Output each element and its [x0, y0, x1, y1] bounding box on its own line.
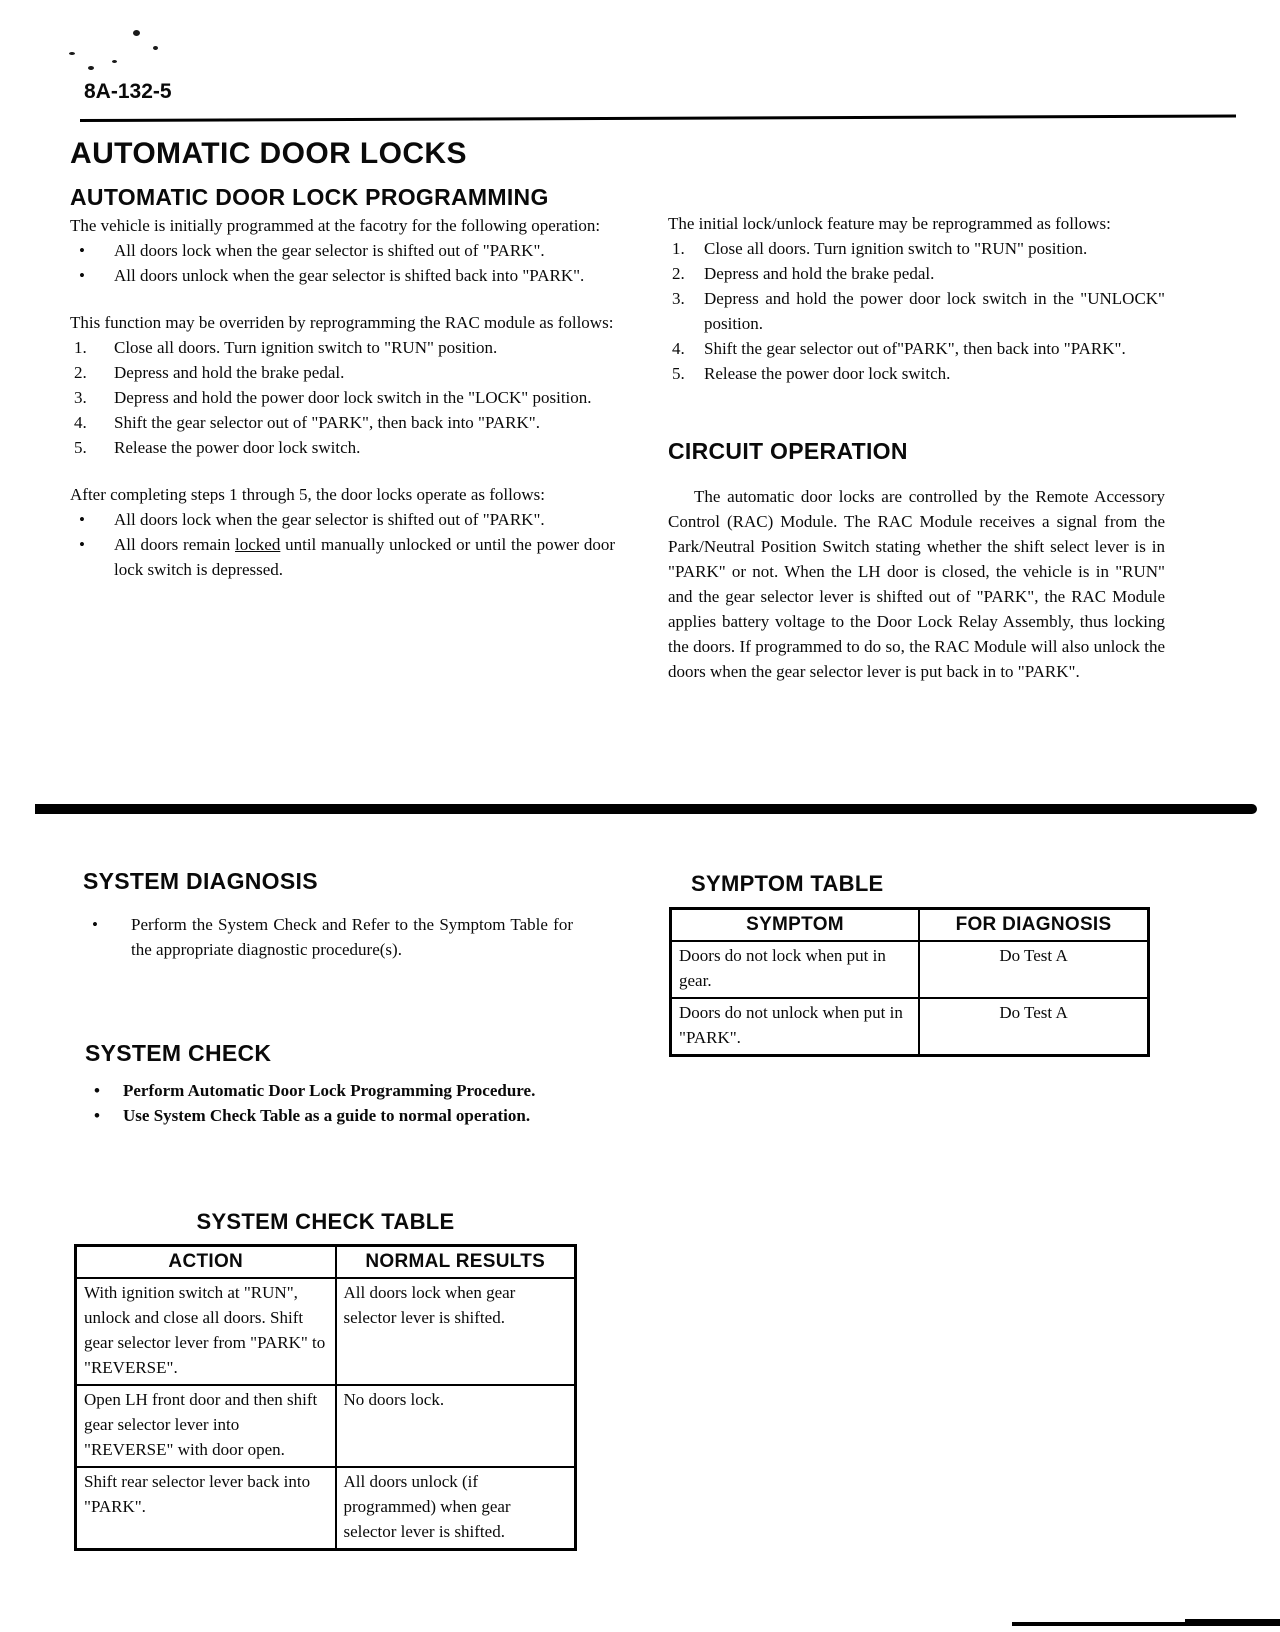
after-intro: After completing steps 1 through 5, the door locks operate as follows: — [70, 485, 545, 504]
after-bullet-list — [70, 507, 615, 582]
scan-speck — [112, 60, 117, 63]
list-item: Close all doors. Turn ignition switch to "RUN" position. — [704, 239, 1088, 258]
circuit-operation-heading: CIRCUIT OPERATION — [668, 438, 908, 464]
system-check-table-section — [74, 1210, 577, 1551]
scan-speck — [88, 66, 94, 70]
list-item: • Perform Automatic Door Lock Programming Procedure. — [85, 1078, 565, 1103]
table-header-row — [76, 1246, 576, 1279]
table-row — [671, 998, 1149, 1056]
scan-speck — [69, 52, 75, 55]
circuit-operation-body: The automatic door locks are controlled by the Remote Accessory Control (RAC) Module. The RAC Module receives a signal from the Park/Neutral Position Switch stating whether the shift select lever is in "PARK" or not. When the LH door is closed, the vehicle is in "RUN" and the gear selector lever is shifted out of "PARK", the RAC Module applies battery voltage to the Door Lock Relay Assembly, thus locking the doors. If programmed to do so, the RAC Module will also unlock the doors when the gear selector lever is put back in to "PARK". — [668, 487, 1165, 681]
diagnosis-cell: Do Test A — [919, 998, 1148, 1056]
programming-heading: AUTOMATIC DOOR LOCK PROGRAMMING — [70, 184, 549, 210]
table-row — [76, 1278, 576, 1385]
list-item: Depress and hold the brake pedal. — [704, 264, 935, 283]
system-check-bullet-list — [85, 1078, 565, 1128]
system-check-heading: SYSTEM CHECK — [85, 1040, 272, 1066]
action-cell: With ignition switch at "RUN", unlock and close all doors. Shift gear selector lever from "PARK" to "REVERSE". — [76, 1278, 336, 1385]
factory-bullet-list — [70, 238, 615, 288]
list-item: Depress and hold the power door lock switch in the "UNLOCK" position. — [704, 289, 1165, 333]
system-check-table — [74, 1244, 577, 1551]
column-header: FOR DIAGNOSIS — [919, 909, 1148, 942]
column-header: SYMPTOM — [671, 909, 920, 942]
result-cell: All doors lock when gear selector lever is shifted. — [336, 1278, 576, 1385]
result-cell: All doors unlock (if programmed) when gear selector lever is shifted. — [336, 1467, 576, 1550]
right-column — [668, 211, 1165, 684]
system-check-table-title: SYSTEM CHECK TABLE — [196, 1209, 455, 1234]
after-bullet-2: • All doors remain locked until manually unlocked or until the power door lock switch is depressed. — [114, 535, 615, 579]
action-cell: Open LH front door and then shift gear selector lever into "REVERSE" with door open. — [76, 1385, 336, 1467]
page-title: AUTOMATIC DOOR LOCKS — [70, 137, 467, 170]
symptom-cell: Doors do not lock when put in gear. — [671, 941, 920, 998]
left-column — [70, 138, 615, 582]
override-step-list — [70, 335, 615, 460]
list-item: Release the power door lock switch. — [704, 364, 951, 383]
symptom-table — [669, 907, 1150, 1057]
system-diagnosis-heading: SYSTEM DIAGNOSIS — [83, 868, 318, 894]
system-check-section — [85, 1040, 565, 1128]
list-item: • All doors unlock when the gear selector is shifted back into "PARK". — [70, 263, 615, 288]
list-item: Release the power door lock switch. — [114, 438, 361, 457]
scan-speck — [153, 46, 158, 50]
symptom-cell: Doors do not unlock when put in "PARK". — [671, 998, 920, 1056]
list-item: • All doors lock when the gear selector is shifted out of "PARK". — [70, 238, 615, 263]
symptom-table-section — [669, 872, 1150, 1057]
list-item: Shift the gear selector out of"PARK", then back into "PARK". — [704, 339, 1126, 358]
table-row — [671, 941, 1149, 998]
bottom-scan-line — [1185, 1619, 1280, 1626]
scan-speck — [133, 30, 140, 36]
list-item: Depress and hold the brake pedal. — [114, 363, 345, 382]
list-item: • All doors lock when the gear selector is shifted out of "PARK". — [70, 507, 615, 532]
section-divider — [35, 804, 1257, 814]
system-diagnosis-section — [83, 868, 573, 962]
table-header-row — [671, 909, 1149, 942]
header-rule — [80, 115, 1236, 122]
list-item: Depress and hold the power door lock switch in the "LOCK" position. — [114, 388, 592, 407]
action-cell: Shift rear selector lever back into "PARK". — [76, 1467, 336, 1550]
column-header: ACTION — [76, 1246, 336, 1279]
symptom-table-title: SYMPTOM TABLE — [691, 871, 884, 896]
table-row — [76, 1467, 576, 1550]
programming-intro: The vehicle is initially programmed at the facotry for the following operation: — [70, 216, 601, 235]
underlined-word: locked — [235, 535, 281, 554]
list-item: Shift the gear selector out of "PARK", then back into "PARK". — [114, 413, 540, 432]
reprogram-intro: The initial lock/unlock feature may be reprogrammed as follows: — [668, 214, 1111, 233]
list-item: Close all doors. Turn ignition switch to "RUN" position. — [114, 338, 498, 357]
list-item: • Use System Check Table as a guide to normal operation. — [85, 1103, 565, 1128]
diagnosis-cell: Do Test A — [919, 941, 1148, 998]
list-item — [70, 532, 615, 582]
result-cell: No doors lock. — [336, 1385, 576, 1467]
column-header: NORMAL RESULTS — [336, 1246, 576, 1279]
diagnosis-bullet-list — [83, 912, 573, 962]
list-item: • Perform the System Check and Refer to the Symptom Table for the appropriate diagnostic procedure(s). — [83, 912, 573, 962]
table-row — [76, 1385, 576, 1467]
reprogram-step-list — [668, 236, 1165, 386]
override-intro: This function may be overriden by reprogramming the RAC module as follows: — [70, 313, 614, 332]
page-number: 8A-132-5 — [84, 80, 172, 103]
